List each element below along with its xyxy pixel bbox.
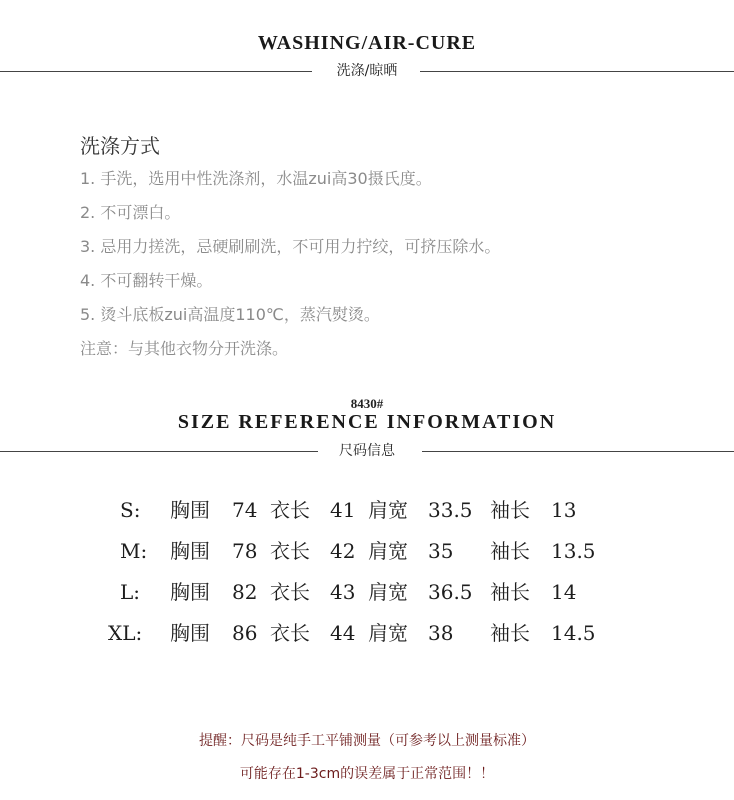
length-value: 42 [330,539,356,563]
sleeve-value: 14.5 [551,621,596,645]
length-label: 衣长 [270,621,310,645]
list-item: 5. 烫斗底板zui高温度110℃，蒸汽熨烫。 [80,305,380,324]
shoulder-label: 肩宽 [368,498,408,522]
shoulder-value: 33.5 [428,498,473,522]
washing-header [0,32,734,55]
chest-label: 胸围 [170,621,210,645]
list-item: 2. 不可漂白。 [80,203,181,222]
list-item: 注意：与其他衣物分开洗涤。 [80,339,289,358]
list-item: 4. 不可翻转干燥。 [80,271,213,290]
washing-title-en: WASHING/AIR-CURE [257,32,477,54]
list-item: 3. 忌用力搓洗，忌硬刷刷洗，不可用力拧绞，可挤压除水。 [80,237,501,256]
chest-value: 86 [232,621,258,645]
shoulder-label: 肩宽 [368,580,408,604]
size-subtitle-row [0,441,734,461]
chest-label: 胸围 [170,580,210,604]
washing-title-cn: 洗涤/晾晒 [336,63,398,79]
size-label: XL: [108,621,143,645]
chest-value: 78 [232,539,258,563]
sleeve-value: 13.5 [551,539,596,563]
shoulder-label: 肩宽 [368,621,408,645]
chest-label: 胸围 [170,498,210,522]
length-value: 44 [330,621,356,645]
chest-label: 胸围 [170,539,210,563]
length-label: 衣长 [270,498,310,522]
size-label: M: [120,539,148,563]
tolerance-note: 可能存在1-3cm的误差属于正常范围！！ [239,766,495,782]
length-label: 衣长 [270,539,310,563]
sleeve-label: 袖长 [490,580,530,604]
divider-right [422,451,734,452]
shoulder-value: 38 [428,621,454,645]
length-value: 43 [330,580,356,604]
shoulder-value: 35 [428,539,454,563]
length-value: 41 [330,498,356,522]
washing-method-heading: 洗涤方式 [80,134,160,158]
size-label: L: [120,580,141,604]
list-item: 1. 手洗，选用中性洗涤剂，水温zui高30摄氏度。 [80,169,432,188]
shoulder-label: 肩宽 [368,539,408,563]
washing-subtitle-row [0,61,734,81]
sleeve-value: 14 [551,580,577,604]
size-title-en: SIZE REFERENCE INFORMATION [177,411,557,433]
product-code: 8430# [350,396,384,411]
sleeve-value: 13 [551,498,577,522]
sleeve-label: 袖长 [490,539,530,563]
size-label: S: [120,498,141,522]
sleeve-label: 袖长 [490,498,530,522]
shoulder-value: 36.5 [428,580,473,604]
size-title-cn: 尺码信息 [339,443,395,459]
chest-value: 74 [232,498,258,522]
sleeve-label: 袖长 [490,621,530,645]
size-header [0,411,734,434]
washing-instructions-list [80,162,500,366]
measurement-note: 提醒：尺码是纯手工平铺测量（可参考以上测量标准） [199,733,535,749]
length-label: 衣长 [270,580,310,604]
chest-value: 82 [232,580,258,604]
divider-right [420,71,734,72]
